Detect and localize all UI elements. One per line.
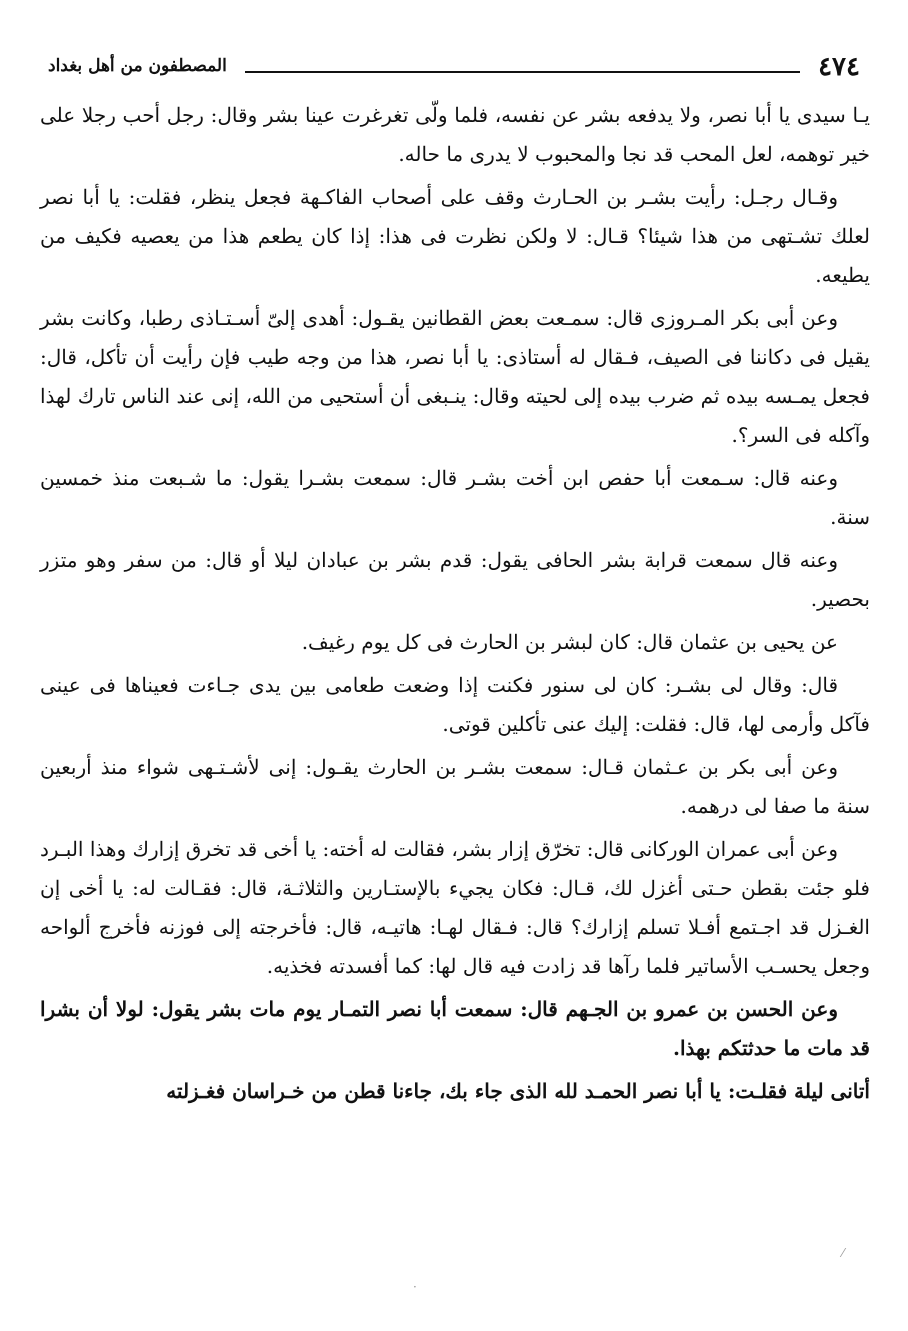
paragraph: يـا سيدى يا أبا نصر، ولا يدفعه بشر عن نفسه، فلما ولّى تغرغرت عينا بشر وقال: رجل أحب رجلا على خير توهمه، لعل المحب قد نجا والمحبوب لا يدرى ما حاله.: [40, 103, 870, 166]
page-number: ٤٧٤: [818, 52, 860, 82]
scan-mark: ⁄: [842, 1246, 845, 1260]
running-title: المصطفون من أهل بغداد: [48, 56, 227, 76]
paragraph: وعن أبى بكر المـروزى قال: سمـعت بعض القطانين يقـول: أهدى إلىّ أسـتـاذى رطبا، وكانت بشر يقيل فى دكاننا فى الصيف، فـقال له أستاذى: يا أبا نصر، هذا من وجه طيب فإن رأيت أن تأكل، قال: فجعل يمـسه بيده ثم ضرب بيده إلى لحيته وقال: ينـبغى أن أستحيى من الله، إنى عند الناس تارك لهذا وآكله فى السر؟.: [40, 306, 870, 447]
header-rule: [245, 71, 800, 73]
paragraph: وقـال رجـل: رأيت بشـر بن الحـارث وقف على أصحاب الفاكـهة فجعل ينظر، فقلت: يا أبا نصر لعلك تشـتهى من هذا شيئا؟ قـال: لا ولكن نظرت فى هذا: إذا كان يطعم هذا من يعصيه فكيف من يطيعه.: [40, 185, 870, 287]
paragraph: وعنه قال: سـمعت أبا حفص ابن أخت بشـر قال: سمعت بشـرا يقول: ما شـبعت منذ خمسين سنة.: [40, 466, 870, 529]
document-page: [40, 44, 870, 1115]
paragraph: وعن الحسن بن عمرو بن الجـهم قال: سمعت أبا نصر التمـار يوم مات بشر يقول: لولا أن بشرا قد مات ما حدثتكم بهذا.: [40, 997, 870, 1060]
paragraph: وعن أبى عمران الوركانى قال: تخرّق إزار بشر، فقالت له أخته: يا أخى قد تخرق إزارك وهذا البـرد فلو جئت بقطن حـتى أغزل لك، قـال: فكان يجيء بالإستـارين والثلاثـة، قال: فقـالت له: يا أخى إن الغـزل قد اجـتمع أفـلا تسلم إزارك؟ قال: فـقال لهـا: هاتيـه، قال: فأخرجته إلى فوزنه فأخرج ألواحه وجعل يحسـب الأساتير فلما رآها قد زادت فيه قال لها: كما أفسدته فخذيه.: [40, 837, 870, 978]
paragraph: وعن أبى بكر بن عـثمان قـال: سمعت بشـر بن الحارث يقـول: إنى لأشـتـهى شواء منذ أربعين سنة ما صفا لى درهمه.: [40, 755, 870, 818]
paragraph: قال: وقال لى بشـر: كان لى سنور فكنت إذا وضعت طعامى بين يدى جـاءت فعيناها فى عينى فآكل وأرمى لها، قال: فقلت: إليك عنى تأكلين قوتى.: [40, 673, 870, 736]
paragraph: عن يحيى بن عثمان قال: كان لبشر بن الحارث فى كل يوم رغيف.: [301, 630, 838, 654]
scan-mark: ·: [413, 1280, 417, 1294]
body-text: [40, 96, 870, 1111]
paragraph: أتانى ليلة فقلـت: يا أبا نصر الحمـد لله الذى جاء بك، جاءنا قطن من خـراسان فغـزلته: [166, 1079, 870, 1103]
paragraph: وعنه قال سمعت قرابة بشر الحافى يقول: قدم بشر بن عبادان ليلا أو قال: من سفر وهو متزر بحصير.: [40, 548, 870, 611]
page-header: [40, 44, 870, 88]
